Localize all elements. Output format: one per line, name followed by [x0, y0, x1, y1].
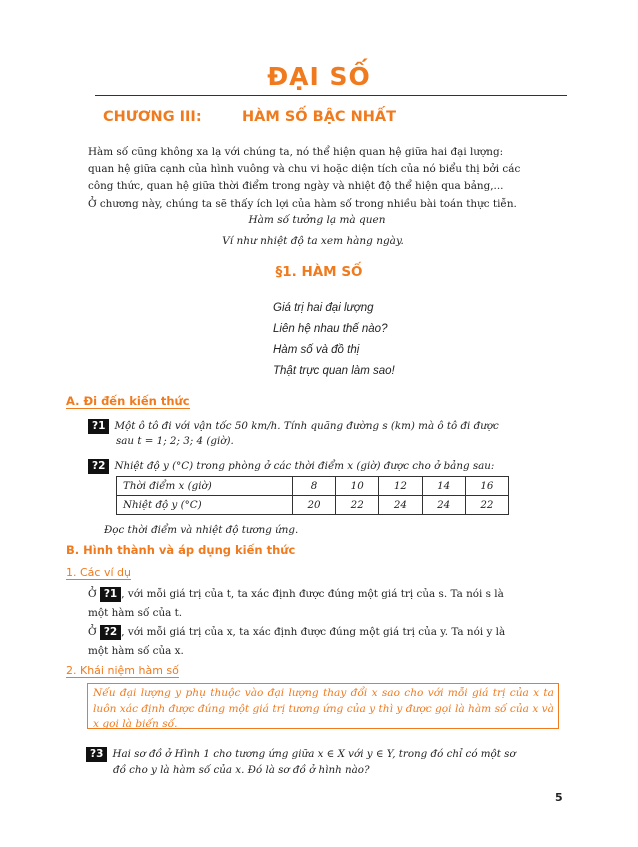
table-cell: 10 — [336, 477, 379, 496]
table-cell: 24 — [422, 496, 465, 515]
temperature-table — [116, 476, 509, 515]
poem-line-2: Liên hệ nhau thế nào? — [273, 323, 388, 335]
intro-line-2: quan hệ giữa cạnh của hình vuông và chu vi hoặc diện tích của nó biểu thị bởi các — [88, 163, 521, 175]
example-text: , với mỗi giá trị của x, ta xác định được đúng một giá trị của y. Ta nói y là — [121, 626, 506, 638]
chapter-name: HÀM SỐ BẬC NHẤT — [242, 109, 396, 125]
table-note: Đọc thời điểm và nhiệt độ tương ứng. — [104, 524, 299, 536]
poem-line-4: Thật trực quan làm sao! — [273, 365, 395, 377]
table-cell: 22 — [336, 496, 379, 515]
table-cell: 8 — [292, 477, 335, 496]
question-badge: ?3 — [86, 747, 107, 762]
intro-verse-1: Hàm số tưởng lạ mà quen — [248, 214, 386, 226]
intro-line-4: Ở chương này, chúng ta sẽ thấy ích lợi của hàm số trong nhiều bài toán thực tiễn. — [88, 198, 517, 210]
question-badge: ?2 — [100, 625, 121, 640]
poem-line-3: Hàm số và đồ thị — [273, 344, 360, 356]
subheading-examples: 1. Các ví dụ — [66, 566, 131, 579]
page-title: ĐẠI SỐ — [267, 62, 371, 91]
intro-line-1: Hàm số cũng không xa lạ với chúng ta, nó thể hiện quan hệ giữa hai đại lượng: — [88, 146, 504, 158]
table-row — [117, 496, 509, 515]
question-badge: ?1 — [88, 419, 109, 434]
definition-box: Nếu đại lượng y phụ thuộc vào đại lượng thay đổi x sao cho với mỗi giá trị của x ta luôn xác định được đúng một giá trị tương ứng của y thì y được gọi là hàm số của x và x gọi là biến số. — [87, 683, 559, 729]
question-badge: ?1 — [100, 587, 121, 602]
table-cell: 14 — [422, 477, 465, 496]
table-cell: 22 — [465, 496, 508, 515]
example-text: , với mỗi giá trị của t, ta xác định được đúng một giá trị của s. Ta nói s là — [121, 588, 504, 600]
question-text: Hai sơ đồ ở Hình 1 cho tương ứng giữa x ∈ X với y ∈ Y, trong đó chỉ có một sơ — [112, 748, 516, 760]
table-row-label: Thời điểm x (giờ) — [117, 477, 293, 496]
question-badge: ?2 — [88, 459, 109, 474]
table-cell: 12 — [379, 477, 422, 496]
example-2 — [88, 624, 566, 641]
table-cell: 24 — [379, 496, 422, 515]
table-row — [117, 477, 509, 496]
example-2-line-2: một hàm số của x. — [88, 645, 184, 657]
example-prefix: Ở — [88, 626, 97, 638]
question-text: Một ô tô đi với vận tốc 50 km/h. Tính quãng đường s (km) mà ô tô đi được — [114, 420, 499, 432]
question-1-line-2: sau t = 1; 2; 3; 4 (giờ). — [116, 435, 234, 447]
example-1-line-2: một hàm số của t. — [88, 607, 183, 619]
chapter-label: CHƯƠNG III: — [103, 109, 202, 125]
part-b-heading: B. Hình thành và áp dụng kiến thức — [66, 543, 296, 557]
question-3 — [86, 742, 568, 763]
question-1 — [88, 414, 570, 435]
part-a-heading: A. Đi đến kiến thức — [66, 394, 190, 408]
question-2 — [88, 454, 570, 475]
section-title: §1. HÀM SỐ — [275, 264, 363, 280]
table-cell: 20 — [292, 496, 335, 515]
intro-verse-2: Ví như nhiệt độ ta xem hàng ngày. — [222, 235, 404, 247]
poem-line-1: Giá trị hai đại lượng — [273, 302, 374, 314]
example-prefix: Ở — [88, 588, 97, 600]
page-number: 5 — [555, 791, 563, 804]
question-3-line-2: đồ cho y là hàm số của x. Đó là sơ đồ ở hình nào? — [113, 764, 370, 776]
example-1 — [88, 586, 566, 603]
table-cell: 16 — [465, 477, 508, 496]
title-divider — [95, 95, 567, 96]
subheading-definition: 2. Khái niệm hàm số — [66, 664, 179, 677]
question-text: Nhiệt độ y (°C) trong phòng ở các thời điểm x (giờ) được cho ở bảng sau: — [114, 460, 495, 472]
table-row-label: Nhiệt độ y (°C) — [117, 496, 293, 515]
intro-line-3: công thức, quan hệ giữa thời điểm trong ngày và nhiệt độ thể hiện qua bảng,... — [88, 180, 504, 192]
